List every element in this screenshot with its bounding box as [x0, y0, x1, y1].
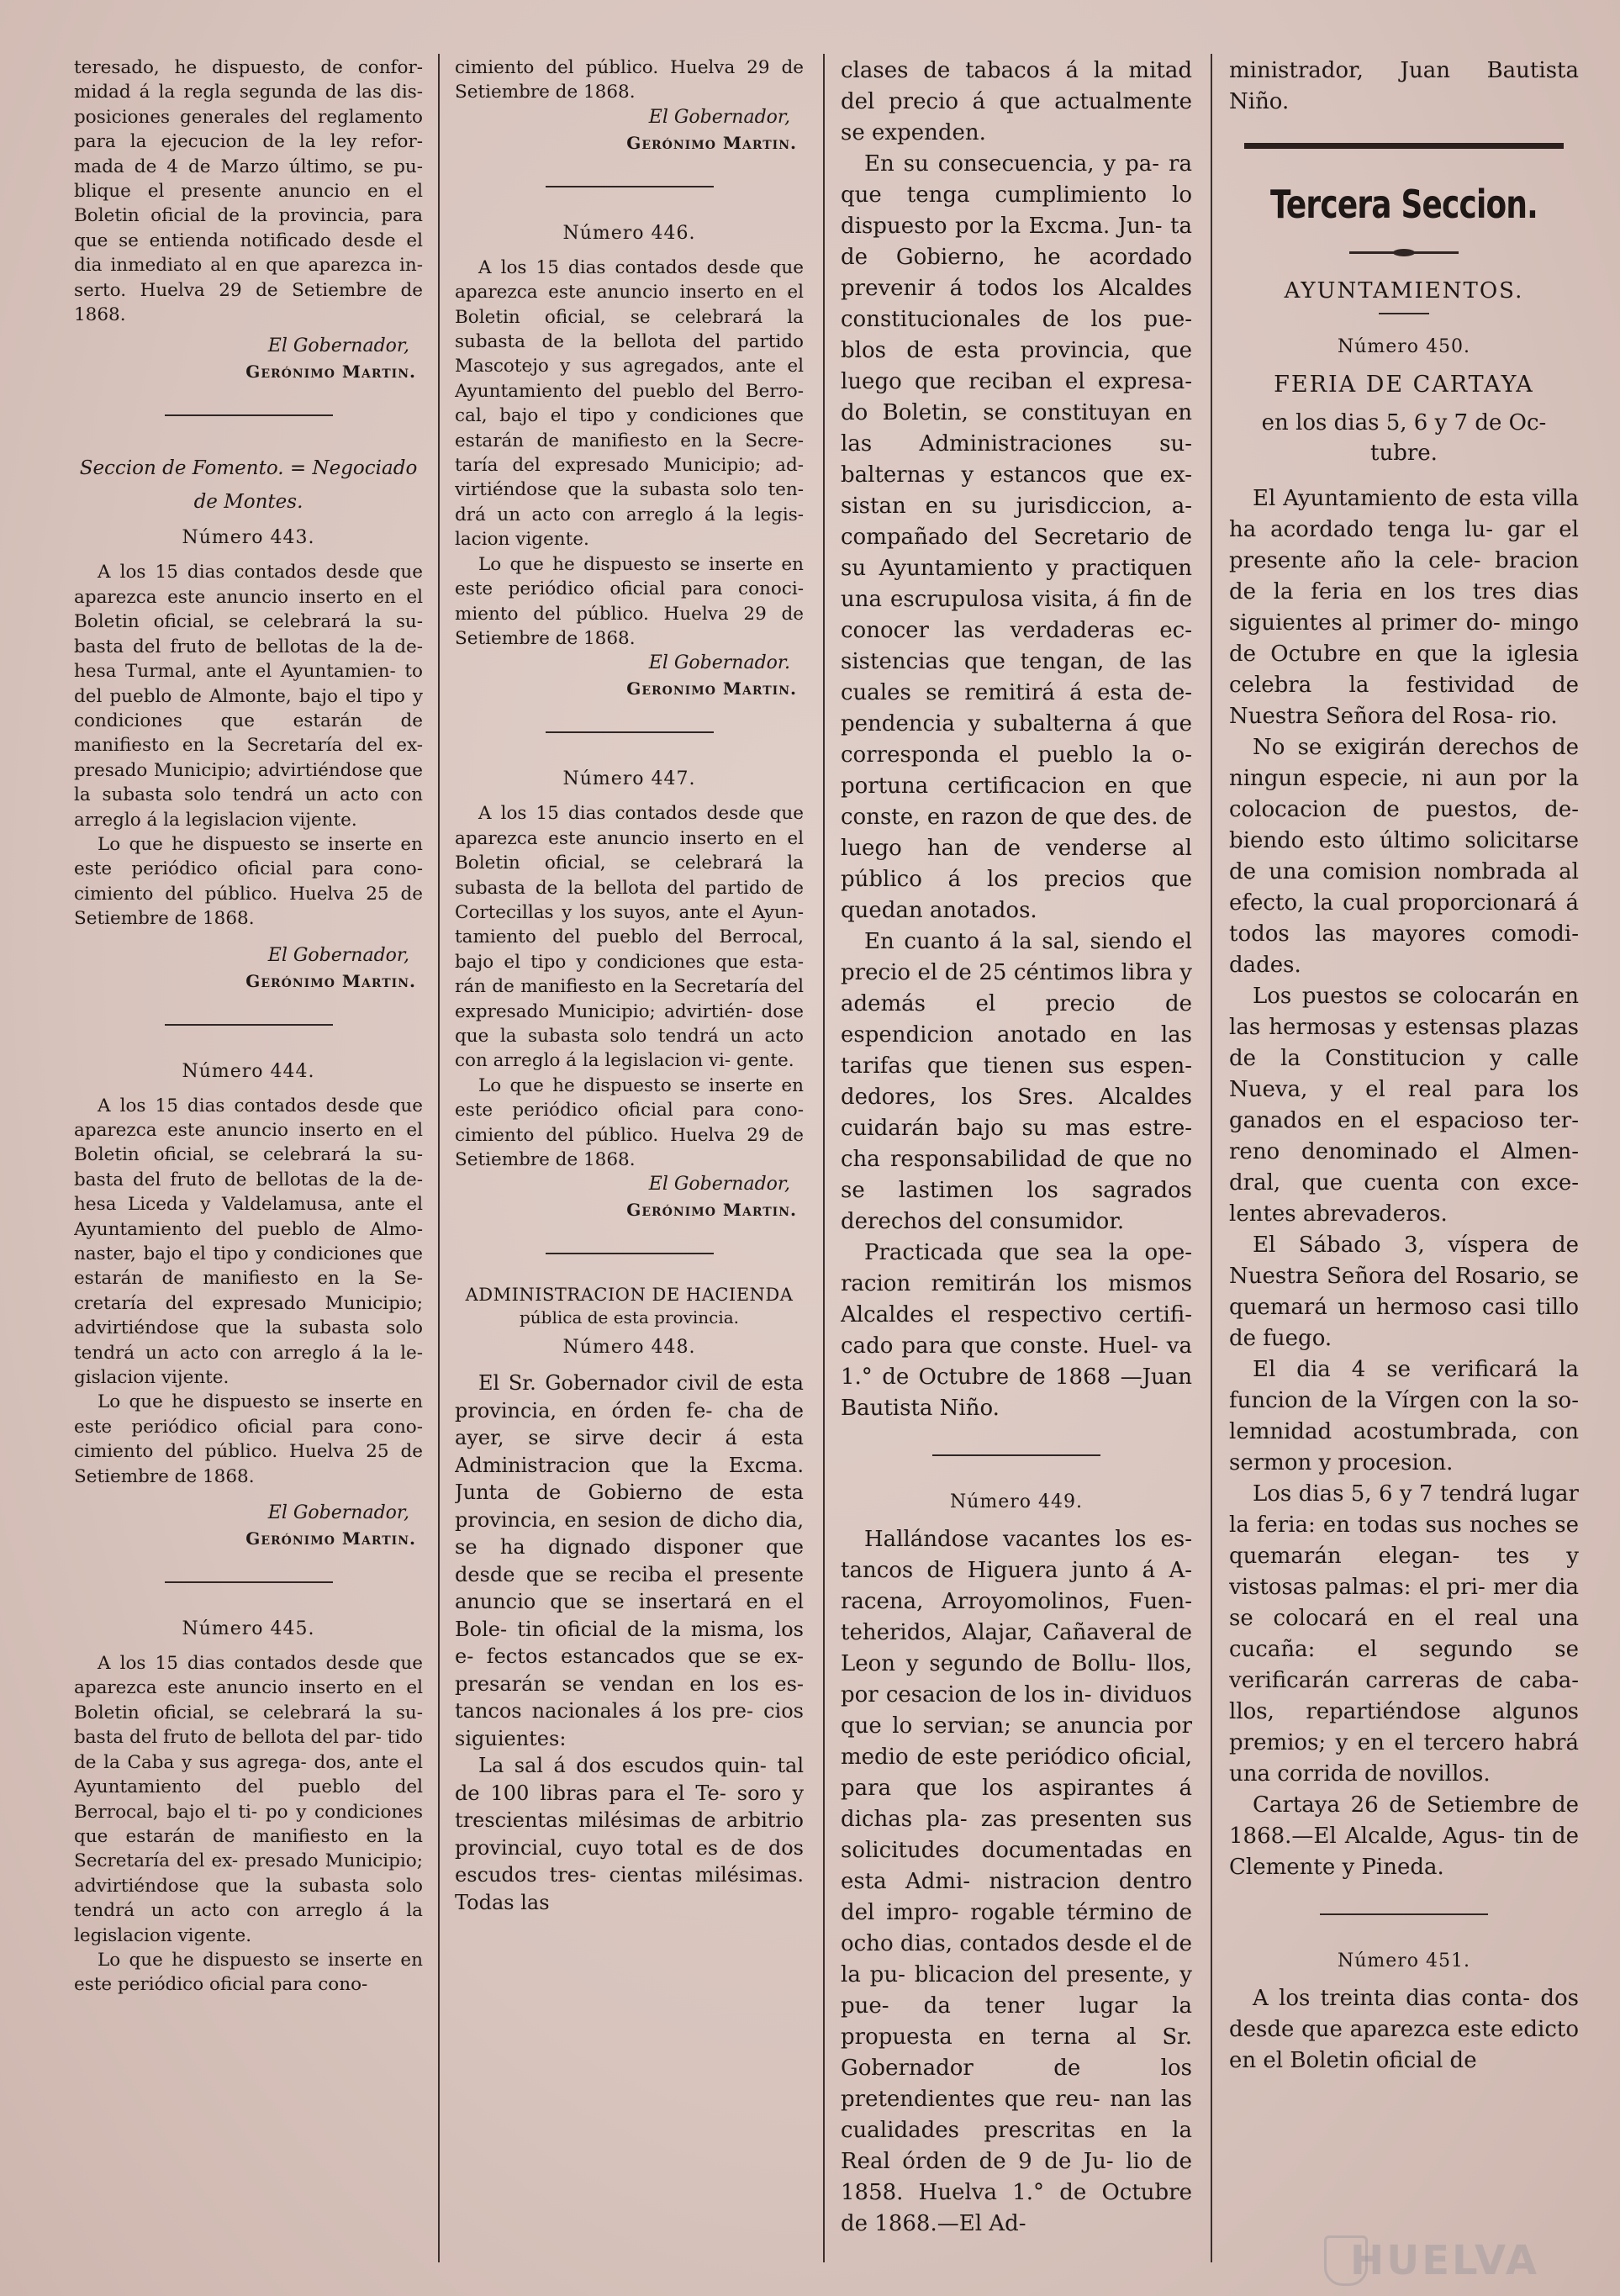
paragraph: En su consecuencia, y pa- ra que tenga cumplimiento lo dispuesto por la Excma. Jun- ta de Gobierno, he acordado prevenir á todos los Alcaldes constitucionales de los pue- blos de esta provincia, que luego que reciban el expresa- do Boletin, se constituyan en las Administraciones su- balternas y estancos que ex- sistan en su jurisdiccion, a- compañado del Secretario de su Ayuntamiento y practiquen una escrupulosa visita, á fin de conocer las verdaderas ec- sistencias que tengan, de las cuales se remitirá á esta de- pendencia y subalterna á que corresponda el pueblo la o- portuna certificacion en que conste, en razon de que des. de luego han de venderse al público á los precios que quedan anotados. — [841, 151, 1192, 923]
section-heading: Seccion de Fomento. = Negociado de Montes. — [79, 457, 418, 514]
paragraph: A los 15 dias contados desde que aparezca este anuncio inserto en el Boletin oficial, se celebrará la su- basta del fruto de bellotas de la de- hesa Turmal, ante el Ayuntamien- to del pueblo de Almonte, bajo el tipo y condiciones que estarán de manifiesto en la Secretaría del ex- presado Municipio; advirtiéndose que la subasta solo tendrá un acto con arreglo á la legislacion vijente. — [74, 562, 423, 831]
signature-title: El Gobernador, — [648, 106, 790, 128]
ornament-rule — [1349, 251, 1459, 254]
column-rule — [1211, 54, 1212, 2262]
signature-name: Gerónimo Martin. — [245, 970, 416, 991]
notice-heading: FERIA DE CARTAYA — [1274, 372, 1534, 398]
notice-number: Número 444. — [182, 1060, 315, 1082]
notice-number: Número 445. — [182, 1618, 315, 1640]
notice-number: Número 451. — [1337, 1950, 1471, 1971]
paragraph: El Sábado 3, víspera de Nuestra Señora del Rosario, se quemará un hermoso casi tillo de fuego. — [1229, 1232, 1579, 1351]
paragraph: A los 15 dias contados desde que aparezca este anuncio inserto en el Boletin oficial, se celebrará la subasta de la bellota del partido Mascotejo y sus agregados, ante el Ayuntamiento del pueblo del Berro- cal, bajo el tipo y condiciones que estarán de manifiesto en la Secre- taría del expresado Municipio; ad- virtiéndose que la subasta solo ten- drá un acto con arreglo á la legis- lacion vigente. — [455, 256, 804, 551]
paragraph: El Ayuntamiento de esta villa ha acordado tenga lu- gar el presente año la cele- bracion de la feria en los tres dias siguientes al primer do- mingo de Octubre en que la iglesia celebra la festividad de Nuestra Señora del Rosa- rio. — [1229, 486, 1579, 729]
watermark-logo: HUELVA — [1350, 2237, 1539, 2284]
separator — [546, 1253, 714, 1254]
column-1 — [74, 55, 423, 2271]
separator — [1379, 313, 1429, 314]
administration-heading: ADMINISTRACION DE HACIENDA — [465, 1285, 794, 1306]
separator — [546, 731, 714, 733]
notice-number: Número 443. — [182, 527, 315, 549]
paragraph: ministrador, Juan Bautista Niño. — [1229, 58, 1579, 114]
notice-number: Número 450. — [1337, 336, 1471, 357]
column-2 — [455, 55, 804, 2271]
paragraph: Los puestos se colocarán en las hermosas y estensas plazas de la Constitucion y calle Nueva, y el real para los ganados en el espacioso ter- reno denominado el Almen- dral, que cuenta con exce- lentes abrevaderos. — [1229, 984, 1579, 1227]
paragraph: No se exigirán derechos de ningun especie, ni aun por la colocacion de puestos, de- biendo esto último solicitarse de una comision nombrada al efecto, la cual proporcionará á todos las mayores comodi- dades. — [1229, 735, 1579, 978]
administration-subheading: pública de esta provincia. — [519, 1307, 740, 1328]
notice-number: Número 449. — [949, 1491, 1084, 1512]
paragraph: La sal á dos escudos quin- tal de 100 libras para el Te- soro y trescientas milésimas de arbitrio provincial, cuyo total es de dos escudos tres- cientas milésimas. Todas las — [455, 1754, 804, 1914]
paragraph: Los dias 5, 6 y 7 tendrá lugar la feria: en todas sus noches se quemarán elegan- tes y vistosas palmas: el pri- mer dia se colocará en el real una cucaña: el segundo se verificarán carreras de caba- llos, repartiéndose algunos premios; y en el tercero habrá una corrida de novillos. — [1229, 1481, 1579, 1787]
notice-number: Número 448. — [562, 1337, 696, 1359]
signature-name: Geronimo Martin. — [626, 678, 797, 699]
column-3 — [841, 55, 1192, 2271]
paragraph: Lo que he dispuesto se inserte en este periódico oficial para cono- cimiento del público. Huelva 25 de Setiembre de 1868. — [74, 833, 423, 930]
paragraph: Lo que he dispuesto se inserte en este periódico oficial para cono- cimiento del público. Huelva 29 de Setiembre de 1868. — [455, 1074, 804, 1170]
paragraph: El dia 4 se verificará la funcion de la Vírgen con la so- lemnidad acostumbrada, con sermon y procesion. — [1229, 1357, 1579, 1475]
separator — [165, 1581, 333, 1583]
paragraph: A los 15 dias contados desde que aparezca este anuncio inserto en el Boletin oficial, se celebrará la subasta de la bellota del partido de Cortecillas y los suyos, ante el Ayun- tamiento del pueblo del Berrocal, bajo el tipo y condiciones que esta- rán de manifiesto en la Secretaría del expresado Municipio; advirtién- dose que la subasta solo tendrá un acto con arreglo á la legislacion vi- gente. — [455, 803, 804, 1072]
paragraph: Lo que he dispuesto se inserte en este periódico oficial para cono- cimiento del público. Huelva 25 de Setiembre de 1868. — [74, 1391, 423, 1487]
paragraph: teresado, he dispuesto, de confor- midad á la regla segunda de las dis- posiciones generales del reglamento para la ejecucion de la ley refor- mada de 4 de Marzo último, se pu- blique el presente anuncio en el Boletin oficial de la provincia, para que se entienda notificado desde el dia inmediato al en que aparezca in- serto. Huelva 29 de Setiembre de 1868. — [74, 57, 423, 326]
notice-number: Número 446. — [562, 222, 696, 244]
notice-number: Número 447. — [562, 768, 696, 790]
separator — [932, 1454, 1100, 1456]
paragraph: En cuanto á la sal, siendo el precio el de 25 céntimos libra y además el precio de espendicion anotado en las tarifas que tienen sus espen- dedores, los Sres. Alcaldes cuidarán bajo su mas estre- cha responsabilidad de que no se lastimen los sagrados derechos del consumidor. — [841, 929, 1192, 1234]
signature-title: El Gobernador, — [267, 335, 409, 357]
separator — [546, 186, 714, 187]
column-4 — [1229, 55, 1579, 2271]
paragraph: A los 15 dias contados desde que aparezca este anuncio inserto en el Boletin oficial, se celebrará la su- basta del fruto de bellotas de la de- hesa Liceda y Valdelamusa, ante el Ayuntamiento del pueblo de Almo- naster, bajo el tipo y condiciones que estarán de manifiesto en la Se- cretaría del expresado Municipio; advirtiéndose que la subasta solo tendrá un acto con arreglo á la le- gislacion vijente. — [74, 1095, 423, 1389]
signature-title: El Gobernador. — [648, 652, 790, 674]
signature-title: El Gobernador, — [648, 1174, 790, 1196]
separator — [165, 414, 333, 416]
paragraph: cimiento del público. Huelva 29 de Setiembre de 1868. — [455, 57, 804, 103]
signature-title: El Gobernador, — [267, 1502, 409, 1524]
signature-name: Gerónimo Martin. — [245, 362, 416, 383]
paragraph: Lo que he dispuesto se inserte en este periódico oficial para cono- — [74, 1949, 423, 1996]
section-subtitle: AYUNTAMIENTOS. — [1284, 278, 1524, 303]
notice-subheading: en los dias 5, 6 y 7 de Oc- tubre. — [1261, 410, 1547, 466]
paragraph: Lo que he dispuesto se inserte en este periódico oficial para conoci- miento del público. Huelva 29 de Setiembre de 1868. — [455, 553, 804, 649]
paragraph: Cartaya 26 de Setiembre de 1868.—El Alcalde, Agus- tin de Clemente y Pineda. — [1229, 1792, 1579, 1880]
thick-separator — [1244, 143, 1564, 149]
paragraph: A los treinta dias conta- dos desde que aparezca este edicto en el Boletin oficial de — [1229, 1986, 1579, 2073]
signature-name: Gerónimo Martin. — [245, 1528, 416, 1549]
signature-name: Gerónimo Martin. — [626, 1200, 797, 1221]
section-title: Tercera Seccion. — [1269, 182, 1538, 227]
column-rule — [823, 54, 825, 2262]
paragraph: Practicada que sea la ope- racion remitirán los mismos Alcaldes el respectivo certifi- cado para que conste. Huel- va 1.° de Octubre de 1868 —Juan Bautista Niño. — [841, 1240, 1192, 1421]
column-rule — [438, 54, 440, 2262]
signature-title: El Gobernador, — [267, 944, 409, 966]
paragraph: A los 15 dias contados desde que aparezca este anuncio inserto en el Boletin oficial, se celebrará la su- basta del fruto de bellota del par- tido de la Caba y sus agrega- dos, ante el Ayuntamiento del pueblo del Berrocal, bajo el ti- po y condiciones que estarán de manifiesto en la Secretaría del ex- presado Municipio; advirtiéndose que la subasta solo tendrá un acto con arreglo á la legislacion vigente. — [74, 1653, 423, 1946]
signature-name: Gerónimo Martin. — [626, 132, 797, 153]
paragraph: Hallándose vacantes los es- tancos de Higuera junto á A- racena, Arroyomolinos, Fuen- teheridos, Alajar, Cañaveral de Leon y segundo de Bollu- llos, por cesacion de los in- dividuos que lo servian; se anuncia por medio de este periódico oficial, para que los aspirantes á dichas pla- zas presenten sus solicitudes documentadas en esta Admi- nistracion dentro del impro- rogable término de ocho dias, contados desde el de la pu- blicacion del presente, y pue- da tener lugar la propuesta en terna al Sr. Gobernador de los pretendientes que reu- nan las cualidades prescritas en la Real órden de 9 de Ju- lio de 1858. Huelva 1.° de Octubre de 1868.—El Ad- — [841, 1527, 1192, 2236]
separator — [1320, 1913, 1488, 1915]
paragraph: clases de tabacos á la mitad del precio á que actualmente se expenden. — [841, 58, 1192, 145]
paragraph: El Sr. Gobernador civil de esta provincia, en órden fe- cha de ayer, se sirve decir á esta Administracion que la Excma. Junta de Gobierno de esta provincia, en sesion de dicho dia, se ha dignado disponer que desde que se reciba el presente anuncio que se insertará en el Bole- tin oficial de la misma, los e- fectos estancados que se ex- presarán se vendan en los es- tancos nacionales á los pre- cios siguientes: — [455, 1371, 804, 1750]
separator — [165, 1024, 333, 1026]
